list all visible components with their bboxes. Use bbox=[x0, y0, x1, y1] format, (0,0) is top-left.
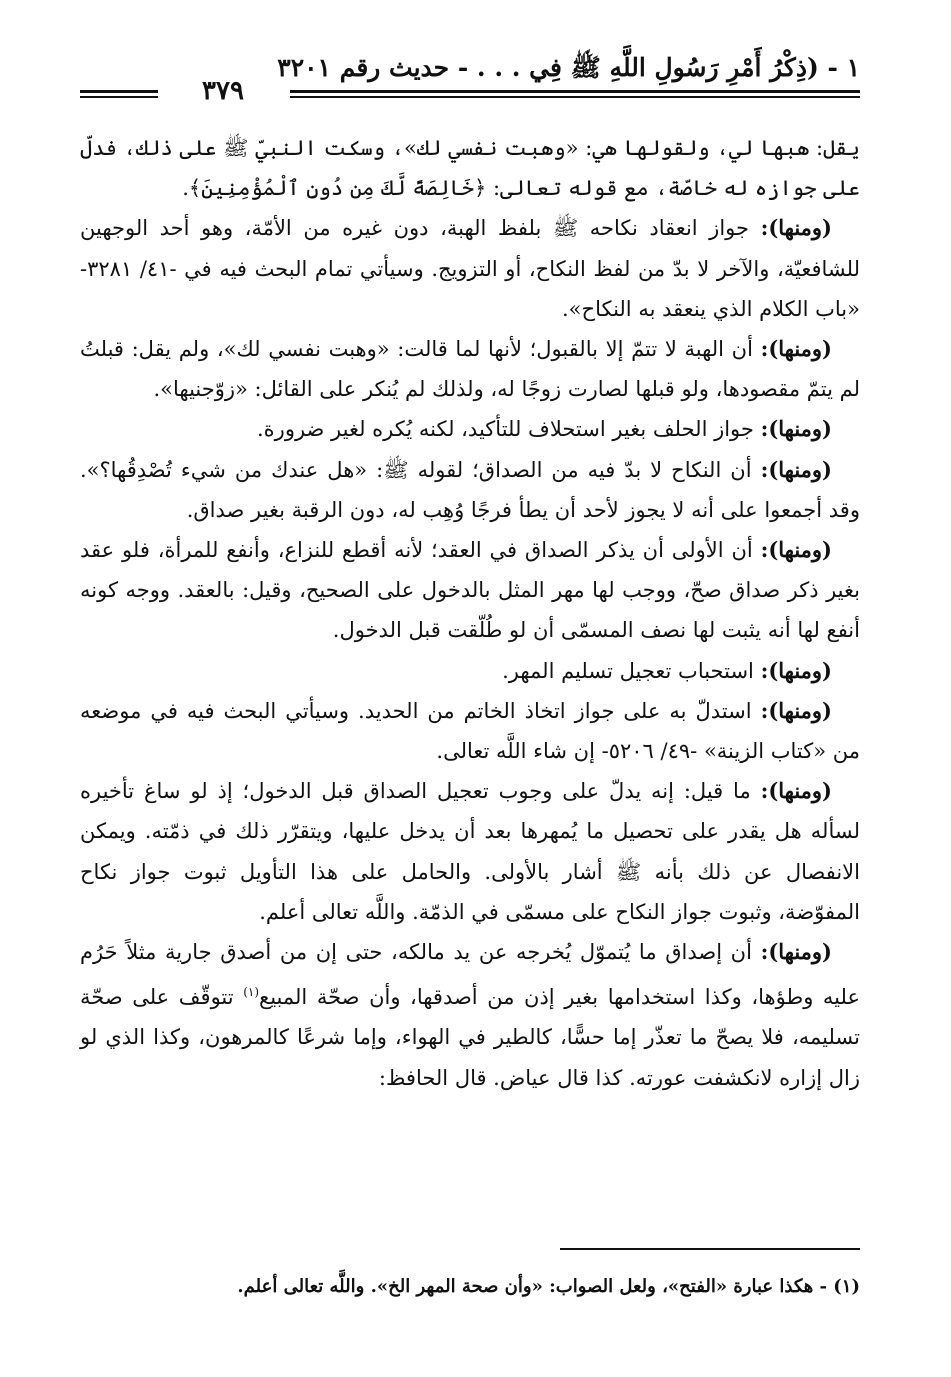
page-body bbox=[80, 128, 860, 1098]
paragraph-lead: (ومنها): bbox=[760, 939, 832, 965]
paragraph bbox=[80, 329, 860, 409]
paragraph bbox=[80, 128, 860, 208]
paragraph-text: يقل: هبها لي، ولقولها هي: «وهبت نفسي لك»، وسكت النبيّ ﷺ على ذلك، فدلّ على جوازه له خاصّة، مع قوله تعالى: ﴿خَالِصَةً لَّكَ مِن دُونِ ٱلْمُؤْمِنِينَ﴾. bbox=[80, 136, 860, 201]
paragraph-lead: (ومنها): bbox=[760, 215, 832, 241]
paragraph-lead: (ومنها): bbox=[760, 697, 832, 723]
paragraph bbox=[80, 651, 860, 691]
footnote-divider bbox=[560, 1248, 860, 1250]
paragraph-text: أن النكاح لا بدّ فيه من الصداق؛ لقوله ﷺ: «هل عندك من شيء تُصْدِقُها؟». وقد أجمعوا على أنه لا يجوز لأحد أن يطأ فرجًا وُهِب له، دون الرقبة بغير صداق. bbox=[80, 457, 860, 522]
page-number: ٣٧٩ bbox=[202, 76, 244, 106]
paragraph-text: جواز انعقاد نكاحه ﷺ بلفظ الهبة، دون غيره من الأمّة، وهو أحد الوجهين للشافعيّة، والآخر لا بدّ من لفظ النكاح، أو التزويج. وسيأتي تمام البحث فيه في -٤١/ ٣٢٨١- «باب الكلام الذي ينعقد به النكاح». bbox=[80, 216, 860, 321]
header-rule bbox=[290, 90, 860, 98]
paragraph bbox=[80, 691, 860, 771]
paragraph-lead: (ومنها): bbox=[760, 778, 832, 804]
paragraph-text: تتوقّف على صحّة تسليمه، فلا يصحّ ما تعذّر إما حسًّا، كالطير في الهواء، وإما شرعًا كالمرهون، وكذا الذي لو زال إزاره لانكشفت عورته. كذا قال عياض. قال الحافظ: bbox=[80, 985, 860, 1090]
paragraph bbox=[80, 208, 860, 329]
paragraph-text: استحباب تعجيل تسليم المهر. bbox=[502, 658, 761, 683]
header-rule-short bbox=[80, 90, 158, 98]
running-title: ١ - (ذِكْرُ أَمْرِ رَسُولِ اللَّهِ ﷺ فِي . . . - حديث رقم ٣٢٠١ bbox=[277, 53, 860, 82]
book-page bbox=[80, 48, 860, 1348]
paragraph-text: جواز الحلف بغير استحلاف للتأكيد، لكنه يُكره لغير ضرورة. bbox=[257, 417, 761, 442]
page-header bbox=[80, 48, 860, 112]
footnote-reference[interactable]: (١) bbox=[243, 985, 260, 1000]
paragraph-text: ما قيل: إنه يدلّ على وجوب تعجيل الصداق قبل الدخول؛ إذ لو ساغ تأخيره لسأله هل يقدر على تحصيل ما يُمهرها بعد أن يدخل عليها، ويتقرّر ذلك في ذمّته. ويمكن الانفصال عن ذلك بأنه ﷺ أشار بالأولى. والحامل على هذا التأويل ثبوت جواز نكاح المفوّضة، وثبوت جواز النكاح على مسمّى في الذمّة. واللَّه تعالى أعلم. bbox=[80, 779, 860, 924]
paragraph bbox=[80, 530, 860, 651]
paragraph-lead: (ومنها): bbox=[760, 537, 832, 563]
paragraph-text: استدلّ به على جواز اتخاذ الخاتم من الحديد. وسيأتي البحث فيه في موضعه من «كتاب الزينة» -٤٩/ ٥٢٠٦- إن شاء اللَّه تعالى. bbox=[80, 698, 860, 764]
paragraph bbox=[80, 450, 860, 530]
paragraph-lead: (ومنها): bbox=[760, 336, 832, 362]
paragraph bbox=[80, 932, 860, 1098]
paragraph-text: أن الهبة لا تتمّ إلا بالقبول؛ لأنها لما قالت: «وهبت نفسي لك»، ولم يقل: قبلتُ لم يتمّ مقصودها، ولو قبلها لصارت زوجًا له، ولذلك لم يُنكر على القائل: «زوّجنيها». bbox=[80, 337, 860, 402]
paragraph-lead: (ومنها): bbox=[760, 416, 832, 442]
paragraph-lead: (ومنها): bbox=[760, 456, 832, 482]
paragraph-text: أن إصداق ما يُتموّل يُخرجه عن يد مالكه، حتى إن من أصدق جارية مثلاً حَرُم عليه وطؤها، وكذا استخدامها بغير إذن من أصدقها، وأن صحّة المبيع bbox=[80, 940, 860, 1010]
paragraph bbox=[80, 409, 860, 449]
paragraph-lead: (ومنها): bbox=[760, 657, 832, 683]
footnote: (١) - هكذا عبارة «الفتح»، ولعل الصواب: «وأن صحة المهر الخ». واللَّه تعالى أعلم. bbox=[237, 1276, 860, 1297]
paragraph bbox=[80, 771, 860, 932]
paragraph-text: أن الأولى أن يذكر الصداق في العقد؛ لأنه أقطع للنزاع، وأنفع للمرأة، فلو عقد بغير ذكر صداق صحّ، ووجب لها مهر المثل بالدخول على الصحيح، وقيل: بالعقد. ووجه كونه أنفع لها أنه يثبت لها نصف المسمّى أن لو طُلّقت قبل الدخول. bbox=[80, 538, 860, 643]
